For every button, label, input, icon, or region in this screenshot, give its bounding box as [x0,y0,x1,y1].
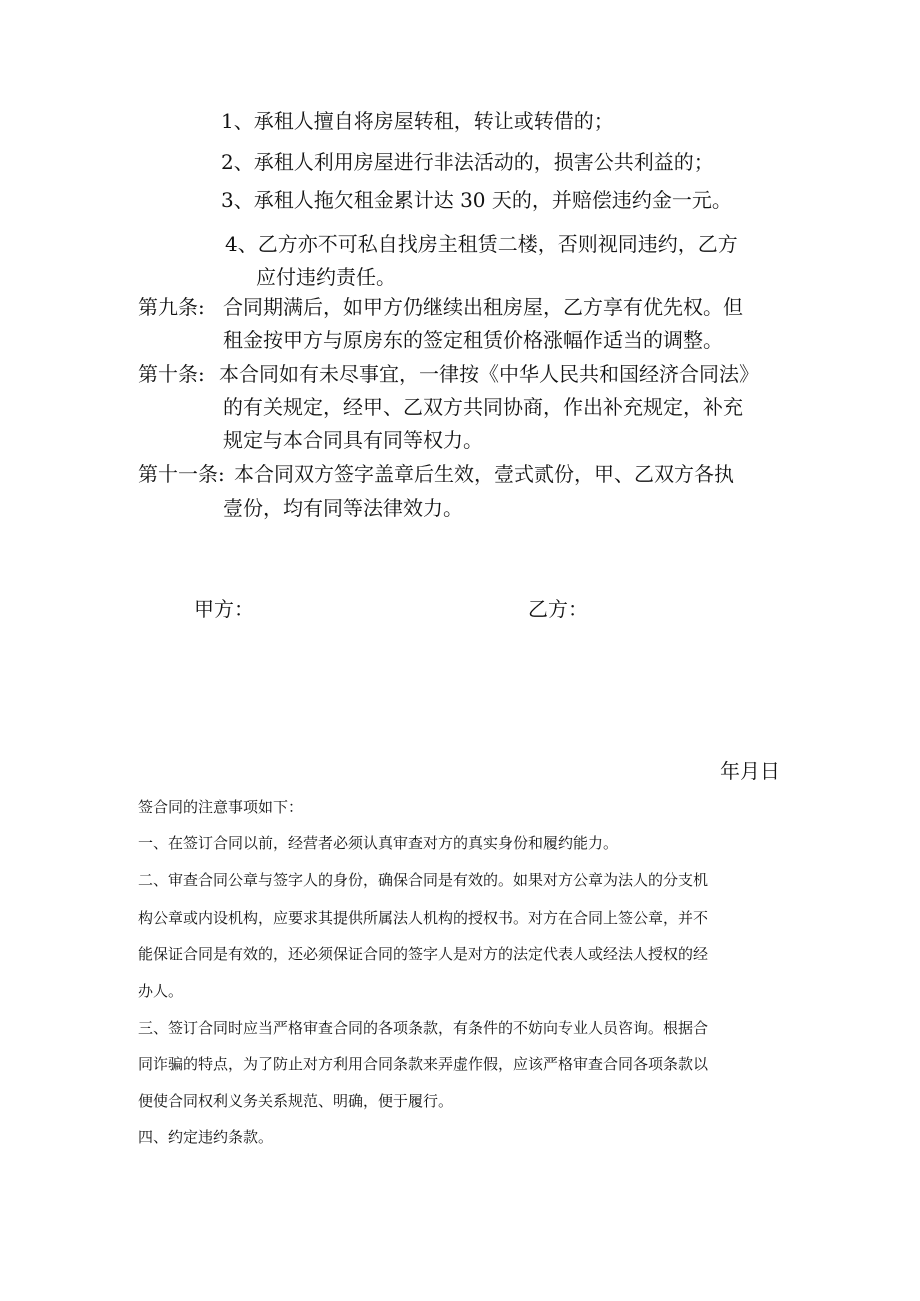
notes-line-2: 二、审查合同公章与签字人的身份，确保合同是有效的。如果对方公章为法人的分支机 [138,871,709,889]
article-10-line-2: 的有关规定，经甲、乙双方共同协商，作出补充规定，补充 [223,395,743,419]
article-9-line-2: 租金按甲方与原房东的签定租赁价格涨幅作适当的调整。 [223,328,723,352]
notes-line-5: 办人。 [138,982,184,1000]
notes-line-6: 三、签订合同时应当严格审查合同的各项条款，有条件的不妨向专业人员咨询。根据合 [138,1019,709,1037]
list-item-1: 1、承租人擅自将房屋转租，转让或转借的； [221,109,614,133]
article-9-line-1: 合同期满后，如甲方仍继续出租房屋，乙方享有优先权。但 [223,295,743,319]
notes-line-7: 同诈骗的特点，为了防止对方利用合同条款来弄虚作假，应该严格审查合同各项条款以 [138,1055,709,1073]
article-10-line-1: 本合同如有未尽事宜，一律按《中华人民共和国经济合同法》 [219,362,759,386]
list-item-4-line-1: 4、乙方亦不可私自找房主租赁二楼，否则视同违约，乙方 [225,232,738,256]
notes-title: 签合同的注意事项如下： [138,798,304,816]
list-item-3: 3、承租人拖欠租金累计达 30 天的，并赔偿违约金一元。 [221,188,732,212]
party-a-signature-label: 甲方： [194,597,254,621]
party-b-signature-label: 乙方： [528,597,588,621]
article-11-line-2: 壹份，均有同等法律效力。 [223,496,463,520]
notes-line-9: 四、约定违约条款。 [138,1128,274,1146]
list-item-2: 2、承租人利用房屋进行非法活动的，损害公共利益的； [221,150,714,174]
article-9-label: 第九条: [138,295,205,319]
article-11-line-1: 本合同双方签字盖章后生效，壹式贰份，甲、乙双方各执 [234,462,734,486]
date-line: 年月日 [720,759,780,783]
notes-line-4: 能保证合同是有效的，还必须保证合同的签字人是对方的法定代表人或经法人授权的经 [138,945,709,963]
notes-line-1: 一、在签订合同以前，经营者必须认真审查对方的真实身份和履约能力。 [138,834,619,852]
article-10-line-3: 规定与本合同具有同等权力。 [223,428,483,452]
article-10-label: 第十条: [138,362,205,386]
notes-line-8: 便使合同权利义务关系规范、明确，便于履行。 [138,1092,454,1110]
notes-line-3: 构公章或内设机构，应要求其提供所属法人机构的授权书。对方在合同上签公章，并不 [138,909,709,927]
list-item-4-line-2: 应付违约责任。 [256,265,396,289]
article-11-label: 第十一条: [138,462,225,486]
